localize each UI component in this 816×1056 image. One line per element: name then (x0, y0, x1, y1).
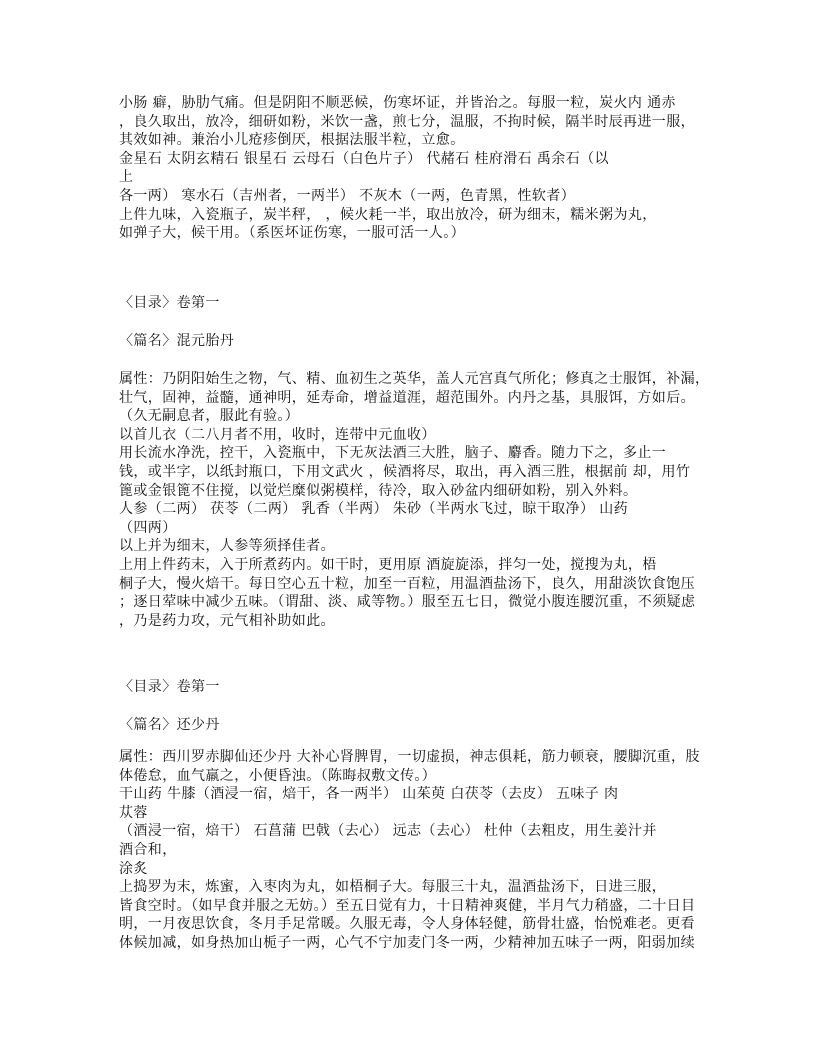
text-line: 干山药 牛膝（酒浸一宿，焙干，各一两半） 山茱萸 白茯苓（去皮） 五味子 肉 (119, 786, 619, 803)
text-line: 如弹子大，候干用。（系医坏证伤寒，一服可活一人。） (119, 225, 465, 242)
paragraph-huanshao-dan (119, 748, 719, 953)
text-line: 〈篇名〉还少丹 (119, 717, 220, 733)
text-line: （四两） (119, 519, 177, 536)
text-line: 酒合和， (119, 841, 177, 858)
text-line: 各一两） 寒水石（吉州者，一两半） 不灰木（一两，色青黑，性软者） (119, 187, 576, 204)
text-line: 篦或金银篦不住搅，以觉烂糜似粥模样，待冷，取入砂盆内细研如粉，别入外料。 (119, 482, 638, 499)
text-line: 〈篇名〉混元胎丹 (119, 333, 235, 349)
text-line: 人参（二两） 茯苓（二两） 乳香（半两） 朱砂（半两水飞过，晾干取净） 山药 (119, 501, 628, 518)
catalog-heading (119, 294, 719, 313)
text-line: 涂炙 (119, 860, 148, 877)
text-line: 上件九味，入瓷瓶子，炭半秤， ，候火耗一半，取出放冷，研为细末，糯米粥为丸， (119, 206, 657, 223)
text-line: 〈目录〉卷第一 (119, 295, 220, 311)
text-line: 壮气，固神，益髓，通神明，延寿命，增益道涯，超范围外。内丹之基，具服饵，方如后。 (119, 389, 695, 406)
text-line: 钱，或半字，以纸封瓶口，下用文武火 ，候酒将尽，取出，再入酒三胜，根据前 却，用竹 (119, 463, 691, 480)
paragraph-hunyuan-taidan (119, 370, 719, 630)
text-line: 明，一月夜思饮食，冬月手足常暖。久服无毒，令人身体轻健，筋骨壮盛，怡悦难老。更看 (119, 916, 695, 933)
text-line: 上 (119, 169, 134, 186)
paragraph-prev-recipe (119, 94, 719, 243)
text-line: 皆食空时。（如早食并服之无妨。）至五日觉有力，十日精神爽健，半月气力稍盛，二十日目 (119, 897, 696, 914)
text-line: 属性：西川罗赤脚仙还少丹 大补心肾脾胃，一切虚损，神志俱耗，筋力顿衰，腰脚沉重，肢 (119, 749, 700, 765)
text-line: 苁蓉 (119, 804, 148, 821)
title-heading (119, 332, 719, 351)
text-line: 以上并为细末，人参等须择佳者。 (119, 538, 335, 555)
text-line: 〈目录〉卷第一 (119, 679, 220, 695)
text-line: 小肠 癖，胁肋气痛。但是阴阳不顺恶候，伤寒坏证，并皆治之。每服一粒，炭火内 通赤 (119, 95, 676, 111)
text-line: 属性：乃阴阳始生之物，气、精、血初生之英华，盖人元宫真气所化；修真之士服饵，补漏， (119, 371, 710, 387)
text-line: 上捣罗为末，炼蜜，入枣肉为丸，如梧桐子大。每服三十丸，温酒盐汤下，日进三服， (119, 879, 667, 896)
text-line: 体倦怠，血气羸之，小便昏浊。（陈晦叔敷文传。） (119, 767, 437, 784)
text-line: 体候加减，如身热加山栀子一两，心气不宁加麦门冬一两，少精神加五味子一两，阳弱加续 (119, 934, 695, 951)
text-line: 上用上件药末，入于所煮药内。如干时，更用原 酒旋旋添，拌匀一处，搅搜为丸，梧 (119, 556, 657, 573)
text-line: 金星石 太阴玄精石 银星石 云母石（白色片子） 代赭石 桂府滑石 禹余石（以 (119, 150, 609, 167)
text-line: （酒浸一宿，焙干） 石菖蒲 巴戟（去心） 远志（去心） 杜仲（去粗皮，用生姜汁并 (119, 823, 657, 840)
catalog-heading (119, 678, 719, 697)
text-line: ，乃是药力攻，元气相补助如此。 (119, 612, 335, 629)
text-line: 其效如神。兼治小儿疮疹倒厌，根据法服半粒，立愈。 (119, 132, 465, 149)
text-line: ；逐日荤味中减少五味。（谓甜、淡、咸等物。）服至五七日，微觉小腹连腰沉重，不须疑虑 (119, 594, 696, 611)
text-line: 桐子大，慢火焙干。每日空心五十粒，加至一百粒，用温酒盐汤下，良久，用甜淡饮食饱压 (119, 575, 695, 592)
title-heading (119, 716, 719, 735)
text-line: （久无嗣息者，服此有验。） (119, 408, 300, 425)
text-line: 用长流水净洗，控干，入瓷瓶中，下无灰法酒三大胜，脑子、麝香。随力下之，多止一 (119, 445, 667, 462)
text-line: 以首儿衣（二八月者不用，收时，连带中元血收） (119, 426, 436, 443)
text-line: ，良久取出，放冷，细研如粉，米饮一盏，煎七分，温服，不拘时候，隔半时辰再进一服， (119, 113, 695, 130)
